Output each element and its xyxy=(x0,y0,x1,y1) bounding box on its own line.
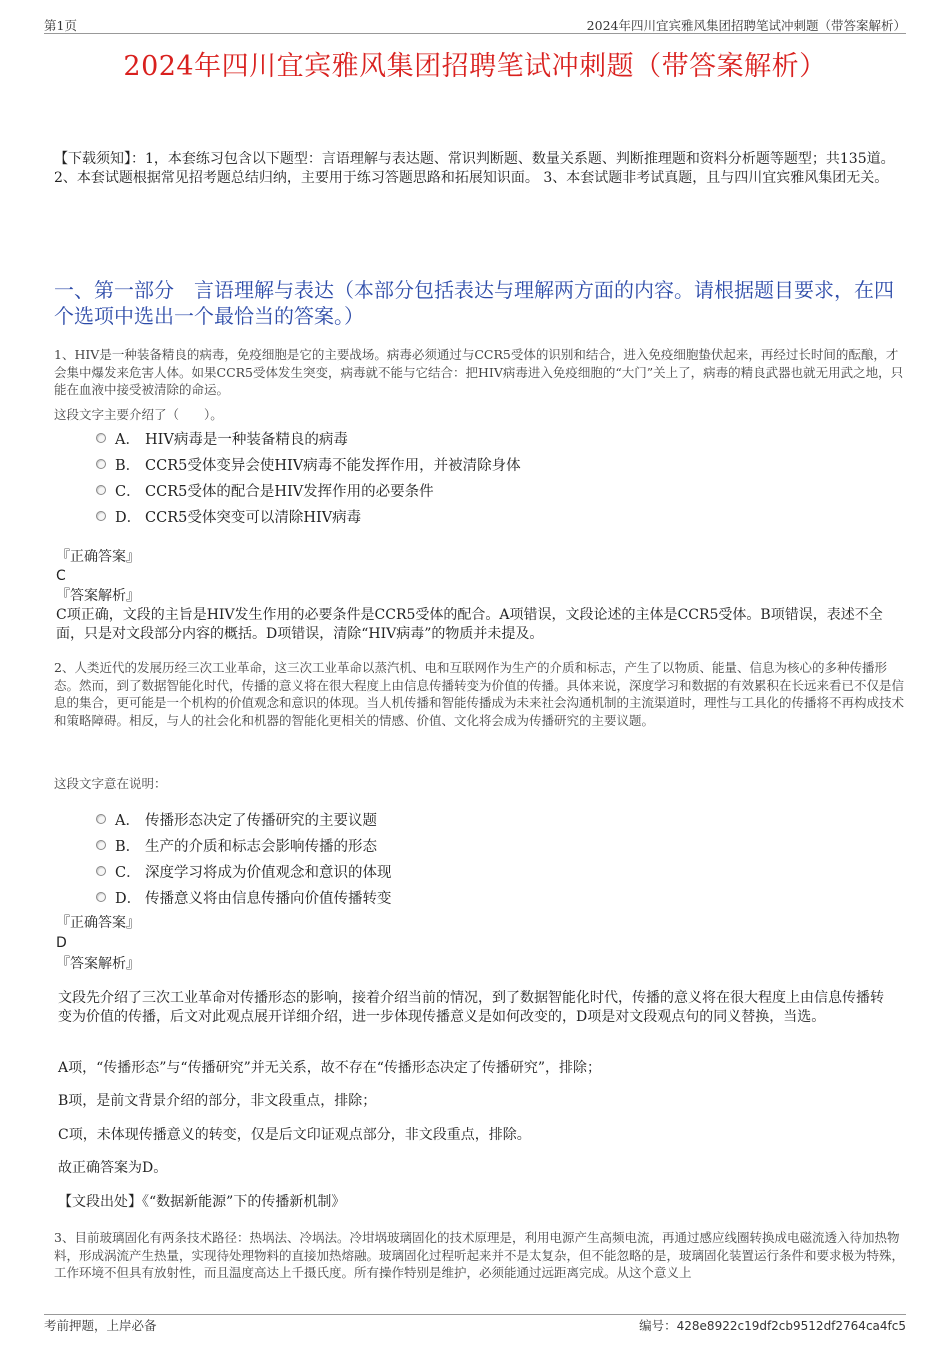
q2-option-d[interactable] xyxy=(96,884,392,910)
q1-answer: C xyxy=(56,568,66,584)
option-text: 传播意义将由信息传播向价值传播转变 xyxy=(145,890,392,907)
q1-option-d[interactable] xyxy=(96,503,521,529)
q2-analysis-label: 『答案解析』 xyxy=(56,956,140,972)
q1-option-c[interactable] xyxy=(96,477,521,503)
radio-icon[interactable] xyxy=(96,866,106,876)
option-text: CCR5受体的配合是HIV发挥作用的必要条件 xyxy=(145,483,434,500)
option-text: 传播形态决定了传播研究的主要议题 xyxy=(145,812,377,829)
q2-option-c[interactable] xyxy=(96,858,392,884)
option-letter: B． xyxy=(115,457,141,474)
q2-prompt: 这段文字意在说明： xyxy=(54,776,167,791)
radio-icon[interactable] xyxy=(96,892,106,902)
footer-slogan: 考前押题，上岸必备 xyxy=(44,1318,157,1333)
q3-stem: 3、目前玻璃固化有两条技术路径：热埚法、冷埚法。冷坩埚玻璃固化的技术原理是，利用电源产生高频电流，再通过感应线圈转换成电磁流透入待加热物料，形成涡流产生热量，实现待处理物料的直接加热熔融。玻璃固化过程听起来并不是太复杂，但不能忽略的是，玻璃固化装置运行条件和要求极为特殊，工作环境不但具有放射性，而且温度高达上千摄氏度。所有操作特别是维护，必须能通过远距离完成。从这个意义上 xyxy=(54,1230,905,1280)
q2-option-a[interactable] xyxy=(96,806,392,832)
q2-stem: 2、人类近代的发展历经三次工业革命，这三次工业革命以蒸汽机、电和互联网作为生产的介质和标志，产生了以物质、能量、信息为核心的多种传播形态。然而，到了数据智能化时代，传播的意义将在很大程度上由信息传播转变为价值的传播。具体来说，深度学习和数据的有效累积在长远来看已不仅是信息的集合，更可能是一个机构的价值观念和意识的体现。当人机传播和智能传播成为未来社会沟通机制的主流渠道时，理性与工具化的传播将不再构成技术和策略障碍。相反，与人的社会化和机器的智能化更相关的情感、价值、文化将会成为传播研究的主要议题。 xyxy=(54,660,905,728)
code-label: 编号： xyxy=(639,1318,677,1333)
q2-note-a: A项，“传播形态”与“传播研究”并无关系，故不存在“传播形态决定了传播研究”，排除； xyxy=(58,1060,602,1076)
footer-code xyxy=(639,1316,906,1334)
q1-option-a[interactable] xyxy=(96,425,521,451)
q1-option-b[interactable] xyxy=(96,451,521,477)
q2-note-c: C项，未体现传播意义的转变，仅是后文印证观点部分，非文段重点，排除。 xyxy=(58,1127,531,1143)
page-footer xyxy=(44,1314,906,1332)
q1-analysis-label: 『答案解析』 xyxy=(56,588,140,604)
option-letter: C． xyxy=(115,864,141,881)
q1-stem: 1、HIV是一种装备精良的病毒，免疫细胞是它的主要战场。病毒必须通过与CCR5受体的识别和结合，进入免疫细胞蛰伏起来，再经过长时间的酝酿，才会集中爆发来危害人体。如果CCR5受体发生突变，病毒就不能与它结合：把HIV病毒进入免疫细胞的“大门”关上了，病毒的精良武器也就无用武之地，只能在血液中接受被清除的命运。 xyxy=(54,347,904,397)
radio-icon[interactable] xyxy=(96,814,106,824)
option-letter: D． xyxy=(115,509,142,526)
option-text: 深度学习将成为价值观念和意识的体现 xyxy=(145,864,392,881)
document-title: 2024年四川宜宾雅风集团招聘笔试冲刺题（带答案解析） xyxy=(123,51,827,82)
q2-options xyxy=(96,806,392,910)
option-letter: A． xyxy=(115,431,140,448)
option-letter: D． xyxy=(115,890,142,907)
q2-conclusion: 故正确答案为D。 xyxy=(58,1160,168,1176)
radio-icon[interactable] xyxy=(96,840,106,850)
q2-source: 【文段出处】《“数据新能源”下的传播新机制》 xyxy=(58,1194,346,1210)
q2-analysis: 文段先介绍了三次工业革命对传播形态的影响，接着介绍当前的情况，到了数据智能化时代，传播的意义将在很大程度上由信息传播转变为价值的传播，后文对此观点展开详细介绍，进一步体现传播意义是如何改变的，D项是对文段观点句的同义替换，当选。 xyxy=(58,990,884,1025)
download-notice: 【下载须知】：1，本套练习包含以下题型：言语理解与表达题、常识判断题、数量关系题、判断推理题和资料分析题等题型；共135道。 2、本套试题根据常见招考题总结归纳，主要用于练习答题思路和拓展知识面。 3、本套试题非考试真题，且与四川宜宾雅风集团无关。 xyxy=(54,151,895,186)
q1-analysis: C项正确，文段的主旨是HIV发生作用的必要条件是CCR5受体的配合。A项错误，文段论述的主体是CCR5受体。B项错误，表述不全面，只是对文段部分内容的概括。D项错误，清除“HIV病毒”的物质并未提及。 xyxy=(56,607,883,642)
q1-answer-label: 『正确答案』 xyxy=(56,549,140,565)
radio-icon[interactable] xyxy=(96,433,106,443)
q2-option-b[interactable] xyxy=(96,832,392,858)
option-letter: B． xyxy=(115,838,141,855)
option-text: CCR5受体变异会使HIV病毒不能发挥作用，并被清除身体 xyxy=(145,457,521,474)
radio-icon[interactable] xyxy=(96,459,106,469)
page-header xyxy=(44,14,906,34)
code-value: 428e8922c19df2cb9512df2764ca4fc5 xyxy=(676,1319,906,1333)
q2-note-b: B项，是前文背景介绍的部分，非文段重点，排除； xyxy=(58,1093,377,1109)
q2-answer-label: 『正确答案』 xyxy=(56,915,140,931)
q2-answer: D xyxy=(56,935,67,951)
option-text: 生产的介质和标志会影响传播的形态 xyxy=(145,838,377,855)
option-letter: C． xyxy=(115,483,141,500)
header-doc-title: 2024年四川宜宾雅风集团招聘笔试冲刺题（带答案解析） xyxy=(586,18,906,33)
option-text: CCR5受体突变可以清除HIV病毒 xyxy=(145,509,362,526)
page-number: 第1页 xyxy=(44,18,77,33)
radio-icon[interactable] xyxy=(96,511,106,521)
radio-icon[interactable] xyxy=(96,485,106,495)
section-heading: 一、第一部分 言语理解与表达（本部分包括表达与理解两方面的内容。请根据题目要求，在四个选项中选出一个最恰当的答案。） xyxy=(54,278,894,328)
q1-options xyxy=(96,425,521,529)
q1-prompt: 这段文字主要介绍了（ ）。 xyxy=(54,407,223,422)
option-letter: A． xyxy=(115,812,140,829)
option-text: HIV病毒是一种装备精良的病毒 xyxy=(145,431,348,448)
